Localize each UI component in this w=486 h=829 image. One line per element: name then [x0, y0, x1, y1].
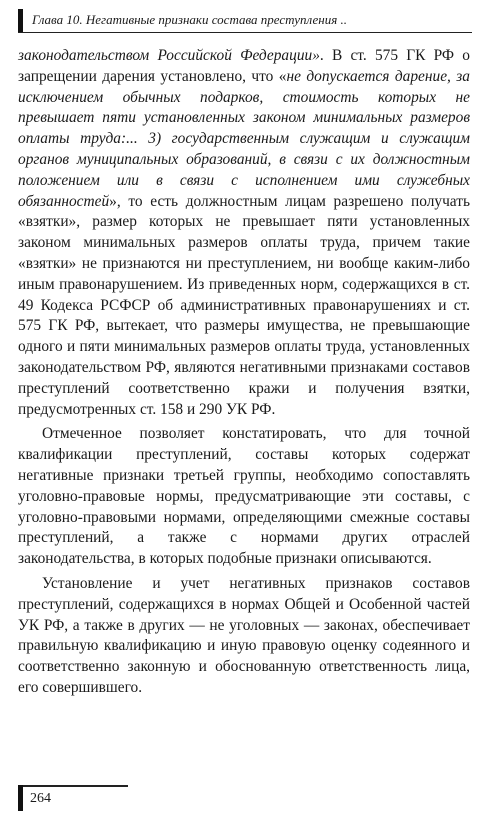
text-run: Отмеченное позволяет констатировать, что для точной квалификации преступлений, составы которых содержат негативные признаки третьей группы, необходимо сопоставлять уголовно-правовые нормы, предусматривающие эти составы, с уголовно-правовыми нормами, определяющими смежные составы преступлений, а также с нормами других отраслей законодательства, в которых подобные признаки описываются. [18, 425, 470, 568]
paragraph-2 [18, 424, 470, 570]
paragraph-1 [18, 46, 470, 420]
text-run: », то есть должностным лицам разрешено получать «взятки», размер которых не превышает пяти установленных законом минимальных размеров оплаты труда, причем такие «взятки» не признаются ни преступлением, ни вообще каким-либо иным правонарушением. Из приведенных норм, содержащихся в ст. 49 Кодекса РСФСР об административных правонарушениях и ст. 575 ГК РФ, вытекает, что размеры имущества, не превышающие одного и пяти минимальных размеров оплаты труда, установленных законодательством РФ, являются негативными признаками составов преступлений соответственно кражи и получения взятки, предусмотренных ст. 158 и 290 УК РФ. [18, 192, 470, 418]
italic-run: законодательством Российской Федерации» [18, 47, 320, 64]
paragraph-3 [18, 574, 470, 699]
page-body [18, 46, 470, 699]
page-footer [18, 785, 138, 811]
header-bar-mark [18, 9, 23, 32]
footer-rule [18, 785, 128, 787]
running-header [18, 6, 472, 33]
page-number: 264 [30, 791, 51, 806]
footer-bar-mark [18, 785, 23, 811]
text-run: . В ст. 575 ГК РФ о запрещении дарения установлено, что « [18, 47, 470, 85]
italic-run: не допускается дарение, за исключением обычных подарков, стоимость которых не превышает пяти установленных законом минимальных размеров оплаты труда:... 3) государственным служащим и служащим органов муниципальных образований, в связи с их должностным положением или в связи с исполнением ими служебных обязанностей [18, 67, 470, 210]
text-run: Установление и учет негативных признаков составов преступлений, содержащихся в нормах Общей и Особенной частей УК РФ, а также в других — не уголовных — законах, обеспечивает правильную квалификацию и иную правовую оценку содеянного и соответственно законную и обоснованную ответственность лица, его совершившего. [18, 574, 470, 696]
running-title: Глава 10. Негативные признаки состава преступления .. [32, 12, 347, 27]
